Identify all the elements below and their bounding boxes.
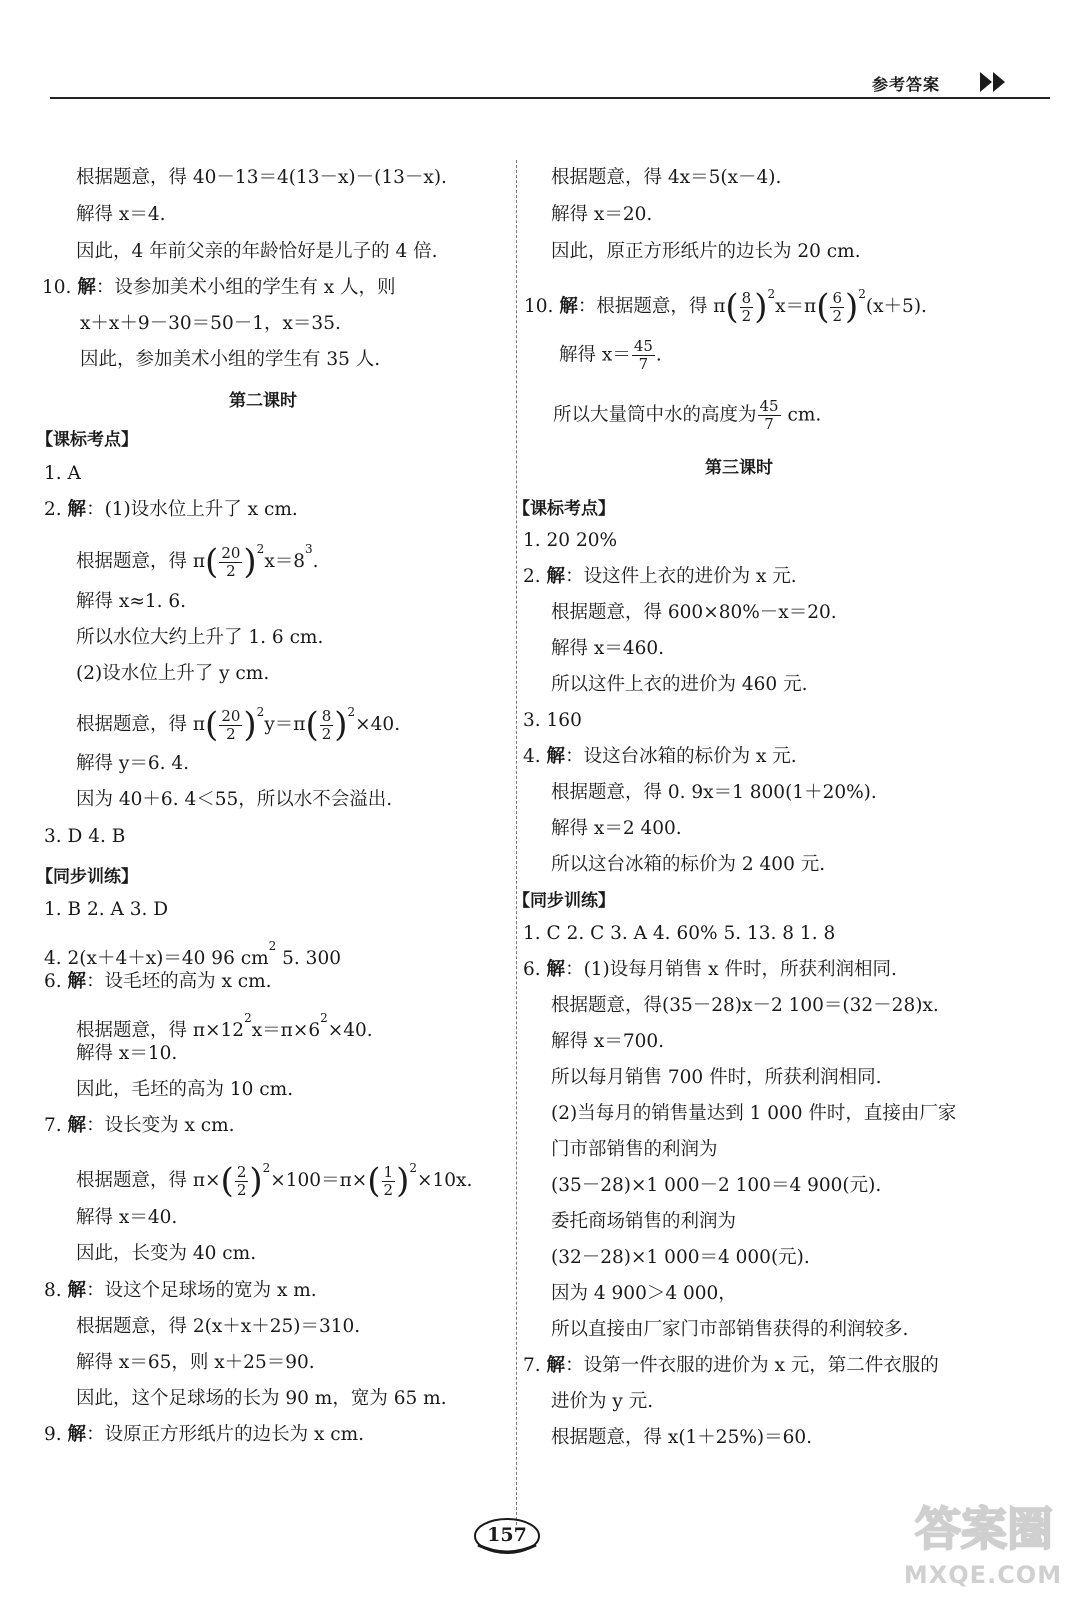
denominator: 7: [764, 415, 774, 433]
question-7: [523, 1354, 939, 1378]
text-span: ：(1)设每月销售 x 件时，所获利润相同.: [565, 959, 897, 980]
right-paren: ): [249, 1161, 263, 1201]
left-paren: (: [816, 287, 830, 327]
text-line: 因此，这个足球场的长为 90 m，宽为 65 m.: [76, 1388, 447, 1409]
text-span: 所以大量筒中水的高度为: [553, 404, 757, 426]
text-line: 因此，长变为 40 cm.: [76, 1243, 257, 1264]
answer-line: 1. 20 20%: [523, 530, 618, 551]
double-arrow-icon: [980, 70, 1008, 94]
text-line: 因此，参加美术小组的学生有 35 人.: [80, 349, 381, 370]
text-line: (2)设水位上升了 y cm.: [76, 663, 270, 684]
text-line: 解得 x＝40.: [76, 1207, 178, 1228]
question-number: 7.: [523, 1355, 541, 1376]
fraction: [632, 338, 655, 373]
text-line: 所以水位大约上升了 1. 6 cm.: [76, 627, 324, 648]
text-line: 解得 x＝460.: [551, 638, 665, 659]
numerator: 8: [321, 706, 332, 725]
text-line: 根据题意，得 600×80%－x＝20.: [551, 602, 837, 623]
denominator: 2: [236, 1180, 247, 1199]
text-line: 根据题意，得 40－13＝4(13－x)－(13－x).: [76, 167, 447, 188]
text-line: (2)当每月的销售量达到 1 000 件时，直接由厂家: [551, 1103, 957, 1124]
text-line: 根据题意，得 4x＝5(x－4).: [551, 167, 782, 188]
text-span: ：设参加美术小组的学生有 x 人，则: [95, 277, 396, 298]
text-span: ×40.: [355, 714, 401, 735]
question-number: 10.: [524, 296, 554, 317]
question-number: 6.: [523, 959, 541, 980]
text-line: 解得 x＝65，则 x＋25＝90.: [76, 1352, 315, 1373]
header-rule: [50, 97, 1050, 99]
fraction: [382, 1164, 396, 1199]
exponent: 2: [409, 1161, 417, 1175]
text-line: 根据题意，得(35－28)x－2 100＝(32－28)x.: [551, 995, 939, 1016]
text-span: y＝π: [264, 714, 306, 735]
text-span: ：(1)设水位上升了 x cm.: [86, 499, 298, 520]
text-span: x＝8: [264, 551, 306, 572]
text-span: ×10x.: [416, 1170, 473, 1191]
text-line: (32－28)×1 000＝4 000(元).: [551, 1247, 810, 1268]
question-2: [44, 498, 298, 522]
answer-line: 3. D 4. B: [44, 826, 126, 847]
solution-mark: 解: [559, 296, 578, 317]
fraction: [740, 290, 754, 325]
question-number: 6.: [44, 971, 62, 992]
question-number: 10.: [42, 277, 72, 298]
solution-mark: 解: [77, 277, 96, 298]
left-paren: (: [305, 705, 319, 745]
exponent: 2: [858, 287, 866, 301]
right-paren: ): [334, 705, 348, 745]
fraction: [219, 708, 242, 743]
text-span: ×100＝π×: [270, 1170, 368, 1191]
solution-mark: 解: [546, 959, 566, 980]
text-span: 根据题意，得 π×12: [76, 1020, 245, 1041]
answer-line: 3. 160: [523, 710, 582, 731]
section-tag: 【课标考点】: [513, 499, 615, 519]
formula-line: [76, 700, 400, 743]
page-header-label: 参考答案: [872, 75, 941, 94]
question-10: [524, 282, 927, 325]
numerator: 45: [633, 337, 653, 355]
text-line: x＋x＋9－30＝50－1，x＝35.: [80, 313, 341, 334]
solution-mark: 解: [67, 971, 87, 992]
question-number: 7.: [44, 1115, 62, 1136]
text-span: 4. 2(x＋4＋x)＝40 96 cm: [44, 948, 269, 969]
right-paren: ): [845, 287, 859, 327]
question-9: [44, 1423, 364, 1447]
denominator: 2: [832, 306, 842, 325]
right-paren: ): [243, 705, 257, 745]
question-number: 9.: [44, 1424, 62, 1445]
answer-line: 1. A: [44, 463, 81, 484]
formula-line: [76, 1006, 373, 1043]
text-line: 门市部销售的利润为: [551, 1139, 718, 1160]
exponent: 2: [256, 705, 265, 719]
right-paren: ): [396, 1161, 410, 1201]
watermark-text: MXQE.COM: [903, 1561, 1063, 1589]
text-span: 根据题意，得 π: [76, 714, 206, 735]
text-span: ：设长变为 x cm.: [86, 1115, 235, 1136]
left-paren: (: [205, 542, 219, 582]
page-number-badge: [472, 1515, 542, 1557]
left-paren: (: [220, 1161, 234, 1201]
text-line: 根据题意，得 0. 9x＝1 800(1＋20%).: [551, 782, 877, 803]
text-line: 委托商场销售的利润为: [551, 1211, 737, 1232]
left-paren: (: [205, 705, 219, 745]
denominator: 2: [321, 724, 332, 743]
solution-mark: 解: [67, 1115, 87, 1136]
fraction: [830, 290, 844, 325]
fraction: [235, 1164, 249, 1199]
text-line: 解得 x＝2 400.: [551, 818, 682, 839]
denominator: 2: [383, 1180, 394, 1199]
text-line: 因此，4 年前父亲的年龄恰好是儿子的 4 倍.: [76, 241, 438, 262]
formula-line: [553, 398, 821, 433]
text-line: 所以这件上衣的进价为 460 元.: [551, 674, 808, 695]
text-line: 因此，毛坯的高为 10 cm.: [76, 1079, 294, 1100]
text-line: 解得 x＝4.: [76, 204, 166, 225]
numerator: 20: [221, 543, 241, 562]
exponent: 2: [767, 287, 776, 301]
solution-mark: 解: [546, 746, 566, 767]
section-tag: 【同步训练】: [513, 891, 615, 911]
exponent: 2: [347, 705, 356, 719]
text-span: ：设毛坯的高为 x cm.: [86, 971, 272, 992]
question-number: 4.: [523, 746, 541, 767]
fraction: [320, 708, 334, 743]
exponent: 2: [262, 1161, 271, 1175]
denominator: 2: [226, 724, 236, 743]
solution-mark: 解: [67, 1280, 87, 1301]
text-line: 所以直接由厂家门市部销售获得的利润较多.: [551, 1319, 909, 1340]
text-span: (x＋5).: [865, 296, 927, 317]
text-line: 解得 y＝6. 4.: [76, 753, 190, 774]
exponent: 3: [305, 542, 313, 556]
solution-mark: 解: [67, 1424, 87, 1445]
question-2: [523, 565, 797, 589]
text-span: 5. 300: [276, 948, 341, 969]
section-tag: 【课标考点】: [36, 430, 138, 450]
answer-line: 1. C 2. C 3. A 4. 60% 5. 13. 8 1. 8: [523, 923, 836, 944]
text-span: .: [655, 344, 662, 366]
text-line: 因为 4 900＞4 000，: [551, 1283, 737, 1304]
right-paren: ): [754, 287, 768, 327]
text-line: 解得 x＝10.: [76, 1043, 178, 1064]
exponent: 2: [244, 1011, 252, 1025]
formula-line: [76, 1156, 472, 1199]
text-line: 进价为 y 元.: [551, 1391, 654, 1412]
question-number: 2.: [44, 499, 62, 520]
answer-line: 1. B 2. A 3. D: [44, 899, 169, 920]
text-span: ：设第一件衣服的进价为 x 元，第二件衣服的: [565, 1355, 939, 1376]
question-8: [44, 1279, 317, 1303]
denominator: 7: [638, 355, 649, 373]
question-6: [523, 958, 897, 982]
text-line: 根据题意，得 x(1＋25%)＝60.: [551, 1427, 813, 1448]
text-line: 因此，原正方形纸片的边长为 20 cm.: [551, 241, 861, 262]
text-span: .: [312, 551, 319, 572]
numerator: 8: [741, 288, 752, 307]
exponent: 2: [320, 1011, 328, 1025]
watermark-logo-icon: [909, 1495, 1059, 1557]
text-span: ：根据题意，得 π: [577, 296, 726, 317]
svg-text:答案圈: 答案圈: [915, 1502, 1053, 1556]
solution-mark: 解: [546, 566, 566, 587]
watermark: [903, 1495, 1063, 1595]
text-span: ：设这个足球场的宽为 x m.: [86, 1280, 317, 1301]
question-10: [42, 276, 396, 300]
section-title: 第三课时: [705, 458, 773, 478]
numerator: 6: [832, 288, 842, 307]
left-paren: (: [725, 287, 739, 327]
page-number: 157: [487, 1524, 527, 1546]
numerator: 1: [383, 1162, 394, 1181]
right-paren: ): [243, 542, 257, 582]
question-7: [44, 1114, 235, 1138]
text-span: x＝π: [775, 296, 817, 317]
question-6: [44, 970, 272, 994]
text-span: ：设原正方形纸片的边长为 x cm.: [86, 1424, 365, 1445]
text-line: 根据题意，得 2(x＋x＋25)＝310.: [76, 1316, 361, 1337]
text-span: ×40.: [327, 1020, 373, 1041]
question-number: 2.: [523, 566, 541, 587]
text-span: 解得 x＝: [559, 344, 631, 366]
answer-line: [44, 934, 341, 971]
text-span: 根据题意，得 π×: [76, 1170, 221, 1191]
exponent: 2: [256, 542, 265, 556]
solution-mark: 解: [67, 499, 87, 520]
text-span: ：设这件上衣的进价为 x 元.: [565, 566, 797, 587]
text-span: x＝π×6: [251, 1020, 321, 1041]
numerator: 2: [236, 1162, 247, 1181]
text-line: 所以每月销售 700 件时，所获利润相同.: [551, 1067, 882, 1088]
question-4: [523, 745, 797, 769]
denominator: 2: [741, 306, 752, 325]
text-span: 根据题意，得 π: [76, 551, 206, 572]
denominator: 2: [226, 561, 236, 580]
text-line: 解得 x＝700.: [551, 1031, 665, 1052]
text-line: 因为 40＋6. 4＜55，所以水不会溢出.: [76, 789, 393, 810]
fraction: [219, 545, 242, 580]
question-number: 8.: [44, 1280, 62, 1301]
section-tag: 【同步训练】: [36, 867, 138, 887]
solution-mark: 解: [546, 1355, 566, 1376]
section-title: 第二课时: [229, 391, 297, 411]
column-divider: [516, 160, 517, 1525]
text-line: (35－28)×1 000－2 100＝4 900(元).: [551, 1175, 882, 1196]
formula-line: [559, 338, 662, 373]
exponent: 2: [268, 939, 277, 953]
fraction: [758, 398, 781, 433]
text-span: cm.: [781, 404, 822, 426]
numerator: 20: [221, 706, 241, 725]
numerator: 45: [759, 397, 779, 415]
text-line: 所以这台冰箱的标价为 2 400 元.: [551, 854, 826, 875]
text-line: 解得 x＝20.: [551, 204, 653, 225]
formula-line: [76, 537, 319, 580]
text-line: 解得 x≈1. 6.: [76, 591, 186, 612]
text-span: ：设这台冰箱的标价为 x 元.: [565, 746, 797, 767]
left-paren: (: [367, 1161, 381, 1201]
